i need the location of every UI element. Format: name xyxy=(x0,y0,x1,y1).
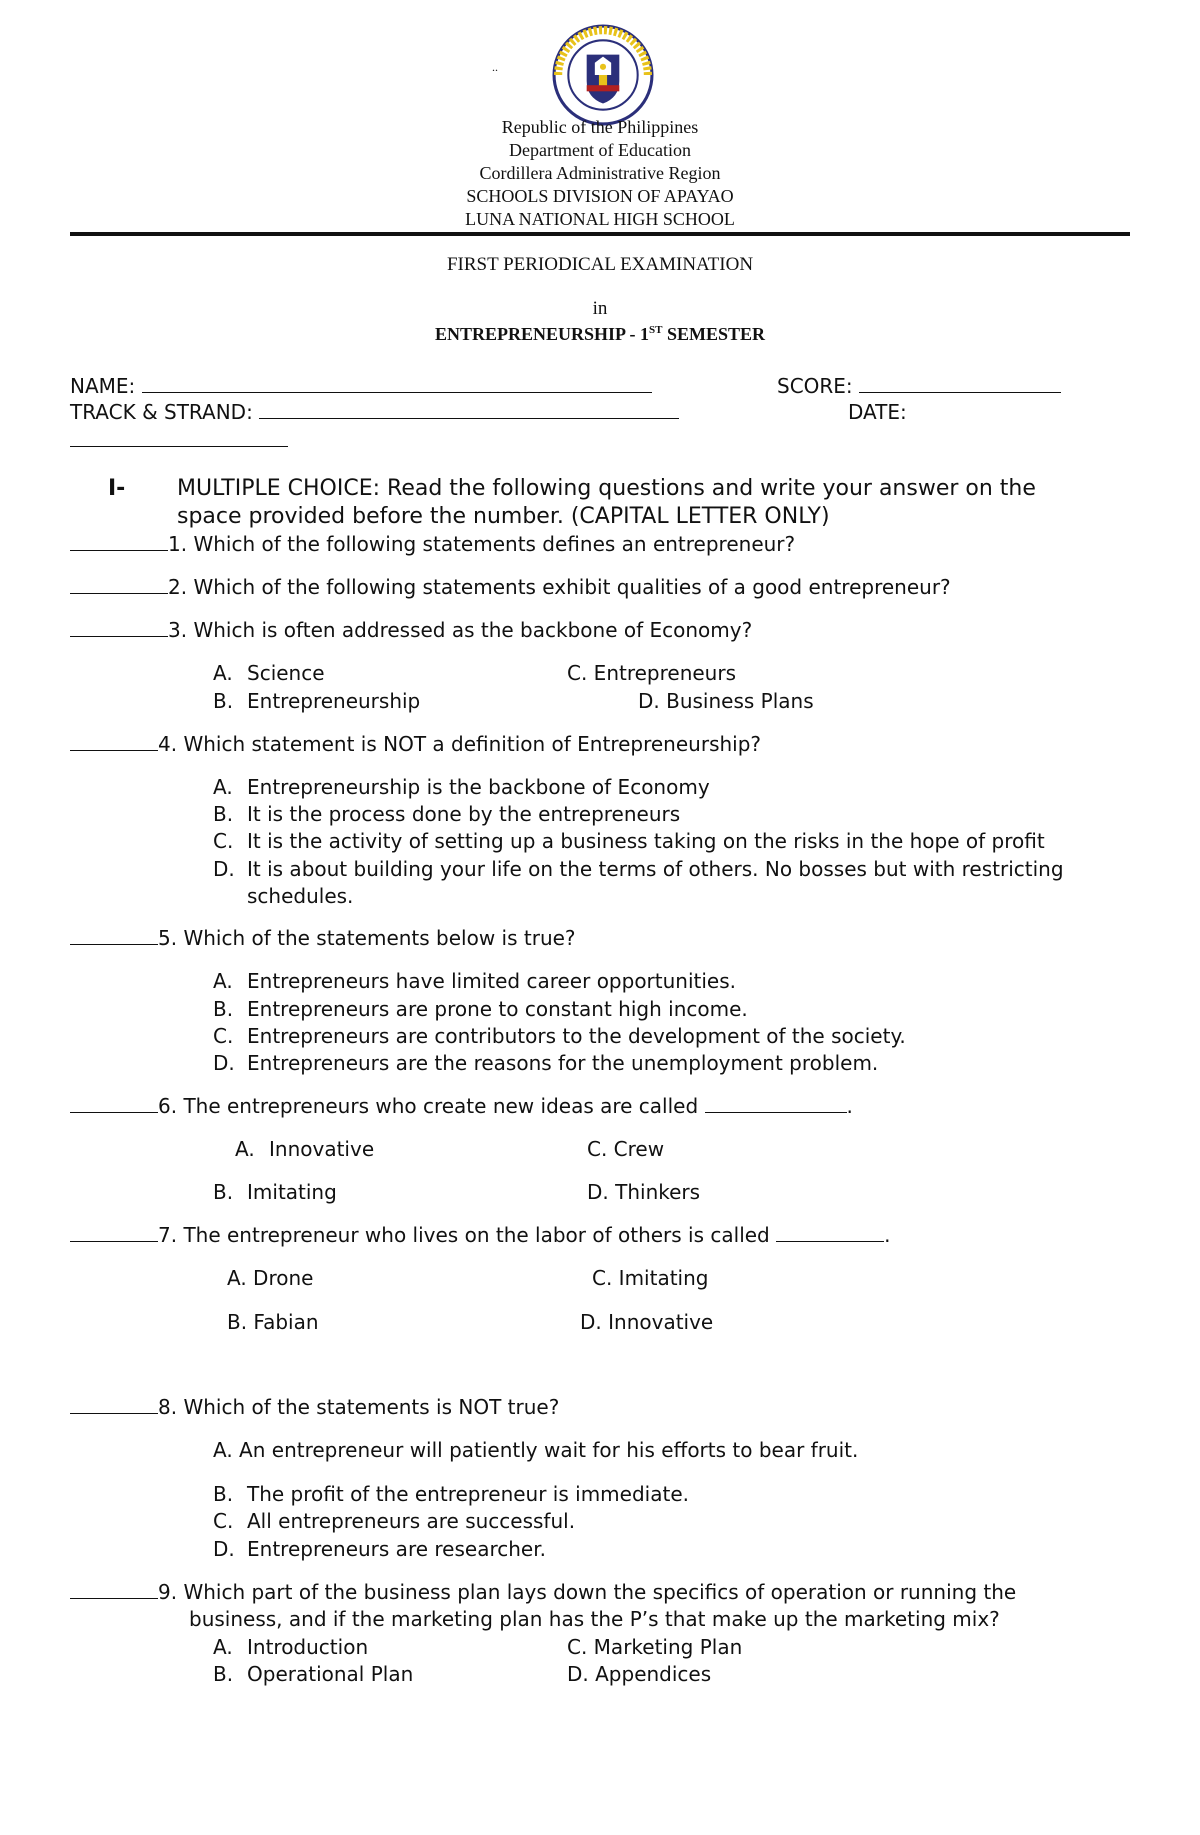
exam-title: FIRST PERIODICAL EXAMINATION xyxy=(446,254,754,275)
q7-option-a: A. Drone xyxy=(227,1266,314,1290)
q9-letter-a: A. xyxy=(213,1635,233,1659)
name-label: NAME: xyxy=(70,374,136,398)
section-instruction-2: space provided before the number. (CAPITAL LETTER ONLY) xyxy=(177,504,830,529)
answer-blank-9[interactable] xyxy=(70,1580,158,1599)
q5-letter-d: D. xyxy=(213,1051,235,1075)
q7-option-b: B. Fabian xyxy=(227,1310,319,1334)
q3-option-d: D. Business Plans xyxy=(638,689,814,713)
q9-text-a: Introduction xyxy=(247,1635,369,1659)
q9-option-d: D. Appendices xyxy=(567,1662,712,1686)
question-5-text: 5. Which of the statements below is true? xyxy=(158,926,576,950)
question-4-text: 4. Which statement is NOT a definition of Entrepreneurship? xyxy=(158,732,762,756)
answer-blank-5[interactable] xyxy=(70,926,158,945)
q8-letter-b: B. xyxy=(213,1482,234,1506)
question-3-text: 3. Which is often addressed as the backbone of Economy? xyxy=(168,618,753,642)
q6-option-d: D. Thinkers xyxy=(587,1180,701,1204)
question-8-text: 8. Which of the statements is NOT true? xyxy=(158,1395,560,1419)
q8-text-c: All entrepreneurs are successful. xyxy=(247,1509,576,1533)
question-2 xyxy=(70,575,951,599)
q3-option-c: C. Entrepreneurs xyxy=(567,661,737,685)
q8-option-d xyxy=(213,1537,546,1561)
q5-letter-b: B. xyxy=(213,997,234,1021)
q6-option-c: C. Crew xyxy=(587,1137,665,1161)
subject-sup: ST xyxy=(649,324,663,336)
question-7-text: 7. The entrepreneur who lives on the labor of others is called xyxy=(158,1223,770,1247)
q4-letter-d: D. xyxy=(213,857,235,881)
exam-subject xyxy=(0,324,1200,345)
q4-text-a: Entrepreneurship is the backbone of Economy xyxy=(247,775,710,799)
score-line[interactable] xyxy=(859,374,1061,393)
q3-option-b xyxy=(213,689,420,713)
track-label: TRACK & STRAND: xyxy=(70,400,253,424)
answer-blank-7[interactable] xyxy=(70,1223,158,1242)
date-line[interactable] xyxy=(70,428,288,447)
q5-text-c: Entrepreneurs are contributors to the development of the society. xyxy=(247,1024,906,1048)
question-6: 6. The entrepreneurs who create new ideas are called . xyxy=(70,1094,853,1118)
q4-option-d xyxy=(213,857,1064,881)
question-9-cont: business, and if the marketing plan has the P’s that make up the marketing mix? xyxy=(189,1607,1000,1631)
name-field[interactable] xyxy=(70,374,652,398)
q3-letter-b: B. xyxy=(213,689,234,713)
q6-fill-blank[interactable] xyxy=(705,1094,847,1113)
q3-letter-a: A. xyxy=(213,661,233,685)
question-1-text: 1. Which of the following statements defines an entrepreneur? xyxy=(168,532,796,556)
answer-blank-1[interactable] xyxy=(70,532,168,551)
deped-seal-logo xyxy=(552,24,654,126)
score-field[interactable] xyxy=(777,374,1061,398)
answer-blank-6[interactable] xyxy=(70,1094,158,1113)
q6-option-b xyxy=(213,1180,337,1204)
question-2-text: 2. Which of the following statements exhibit qualities of a good entrepreneur? xyxy=(168,575,951,599)
name-line[interactable] xyxy=(142,374,652,393)
question-1 xyxy=(70,532,795,556)
q5-letter-a: A. xyxy=(213,969,233,993)
q4-option-b xyxy=(213,802,680,826)
q4-text-d: It is about building your life on the terms of others. No bosses but with restricting xyxy=(247,857,1064,881)
q5-letter-c: C. xyxy=(213,1024,234,1048)
question-9 xyxy=(70,1580,1016,1604)
header-school: LUNA NATIONAL HIGH SCHOOL xyxy=(465,209,735,229)
question-6-text: 6. The entrepreneurs who create new ideas are called xyxy=(158,1094,699,1118)
header-department: Department of Education xyxy=(509,140,691,160)
q5-text-d: Entrepreneurs are the reasons for the unemployment problem. xyxy=(247,1051,879,1075)
question-7: 7. The entrepreneur who lives on the labor of others is called . xyxy=(70,1223,890,1247)
answer-blank-4[interactable] xyxy=(70,732,158,751)
header-dots: .. xyxy=(492,60,498,74)
track-line[interactable] xyxy=(259,400,679,419)
q5-text-b: Entrepreneurs are prone to constant high income. xyxy=(247,997,748,1021)
q4-letter-a: A. xyxy=(213,775,233,799)
q9-option-c: C. Marketing Plan xyxy=(567,1635,743,1659)
score-label: SCORE: xyxy=(777,374,853,398)
q6-letter-a: A. xyxy=(235,1137,255,1161)
q4-text-c: It is the activity of setting up a business taking on the risks in the hope of profit xyxy=(247,829,1045,853)
track-field[interactable] xyxy=(70,400,679,424)
q8-text-d: Entrepreneurs are researcher. xyxy=(247,1537,546,1561)
q9-option-b xyxy=(213,1662,413,1686)
q6-text-b: Imitating xyxy=(247,1180,337,1204)
question-8 xyxy=(70,1395,559,1419)
subject-text: ENTREPRENEURSHIP - 1 xyxy=(434,324,649,344)
q8-option-c xyxy=(213,1509,575,1533)
q4-text-b: It is the process done by the entrepreneurs xyxy=(247,802,681,826)
q4-letter-b: B. xyxy=(213,802,234,826)
q5-option-d xyxy=(213,1051,878,1075)
q8-letter-c: C. xyxy=(213,1509,234,1533)
subject-semester: SEMESTER xyxy=(662,324,766,344)
q8-letter-d: D. xyxy=(213,1537,235,1561)
question-5 xyxy=(70,926,576,950)
q6-letter-b: B. xyxy=(213,1180,234,1204)
answer-blank-3[interactable] xyxy=(70,618,168,637)
header-divider xyxy=(70,232,1130,236)
q4-option-a xyxy=(213,775,710,799)
q3-text-b: Entrepreneurship xyxy=(247,689,421,713)
q4-letter-c: C. xyxy=(213,829,234,853)
q8-text-b: The profit of the entrepreneur is immediate. xyxy=(247,1482,689,1506)
answer-blank-2[interactable] xyxy=(70,575,168,594)
q3-option-a xyxy=(213,661,325,685)
q9-letter-b: B. xyxy=(213,1662,234,1686)
q4-option-c xyxy=(213,829,1045,853)
header-region: Cordillera Administrative Region xyxy=(479,163,721,183)
q5-option-b xyxy=(213,997,748,1021)
q7-option-d: D. Innovative xyxy=(580,1310,714,1334)
q8-option-b xyxy=(213,1482,689,1506)
header-republic: Republic of the Philippines xyxy=(501,117,699,137)
q9-option-a xyxy=(213,1635,368,1659)
q6-option-a xyxy=(235,1137,374,1161)
question-3 xyxy=(70,618,752,642)
question-9-text: 9. Which part of the business plan lays down the specifics of operation or running the xyxy=(158,1580,1017,1604)
question-4 xyxy=(70,732,761,756)
date-label: DATE: xyxy=(848,400,907,424)
q7-option-c: C. Imitating xyxy=(592,1266,709,1290)
q5-option-a xyxy=(213,969,736,993)
section-instruction-1: MULTIPLE CHOICE: Read the following questions and write your answer on the xyxy=(177,476,1036,501)
q4-option-d-cont: schedules. xyxy=(247,884,354,908)
q9-text-b: Operational Plan xyxy=(247,1662,414,1686)
header-division: SCHOOLS DIVISION OF APAYAO xyxy=(466,186,734,206)
q6-text-a: Innovative xyxy=(269,1137,375,1161)
exam-in: in xyxy=(592,298,608,319)
q8-option-a: A. An entrepreneur will patiently wait for his efforts to bear fruit. xyxy=(213,1438,859,1462)
q7-fill-blank[interactable] xyxy=(776,1223,884,1242)
q5-text-a: Entrepreneurs have limited career opportunities. xyxy=(247,969,737,993)
q3-text-a: Science xyxy=(247,661,325,685)
answer-blank-8[interactable] xyxy=(70,1395,158,1414)
section-number: I- xyxy=(108,476,126,501)
q5-option-c xyxy=(213,1024,906,1048)
